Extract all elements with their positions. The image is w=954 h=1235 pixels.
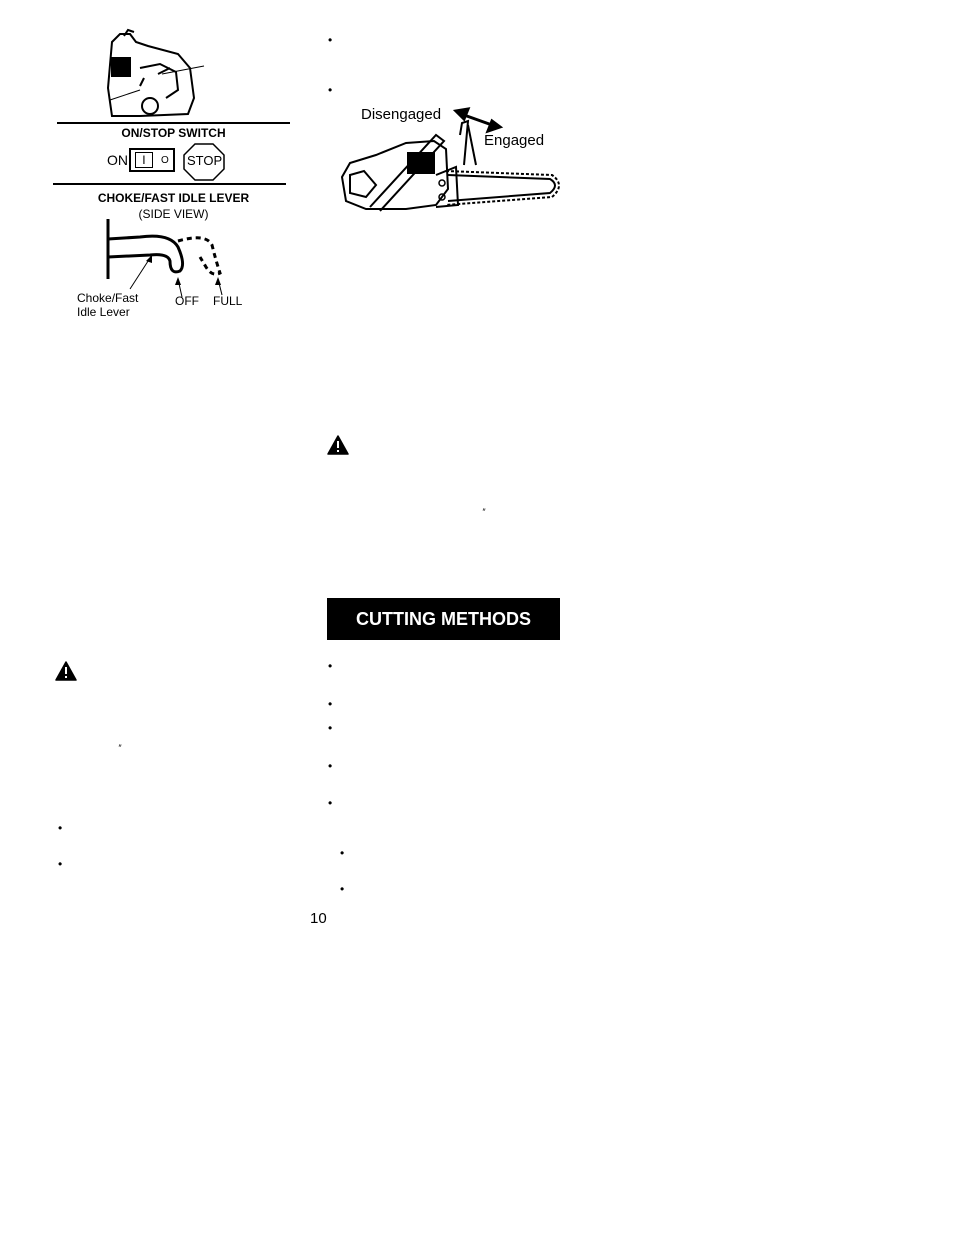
choke-lever-label xyxy=(77,291,138,319)
chain-brake-illustration xyxy=(336,105,562,215)
page-number: 10 xyxy=(310,910,327,927)
choke-lever-label-line1: Choke/Fast xyxy=(77,291,139,305)
choke-lever-subtitle: (SIDE VIEW) xyxy=(138,207,209,221)
on-stop-switch[interactable] xyxy=(129,148,175,172)
sub-list-item-bullet: • xyxy=(340,882,345,896)
list-item-bullet: • xyxy=(328,659,333,673)
list-item-bullet: • xyxy=(58,821,63,835)
quote-mark: ″ xyxy=(482,507,486,517)
switch-on-glyph: I xyxy=(135,152,152,168)
on-label: ON xyxy=(107,152,128,168)
list-item-bullet: • xyxy=(328,697,333,711)
list-item-bullet: • xyxy=(328,33,333,47)
warning-triangle-icon xyxy=(327,435,349,455)
sub-list-item-bullet: • xyxy=(340,846,345,860)
list-item-bullet: • xyxy=(58,857,63,871)
on-stop-switch-title: ON/STOP SWITCH xyxy=(121,126,226,140)
disengaged-label: Disengaged xyxy=(361,106,442,123)
divider-rule xyxy=(53,183,286,185)
list-item-bullet: • xyxy=(328,721,333,735)
divider-rule xyxy=(57,122,290,124)
chainsaw-top-illustration xyxy=(100,28,210,120)
off-position-label: OFF xyxy=(175,294,199,308)
engaged-label: Engaged xyxy=(484,132,545,149)
switch-off-glyph: O xyxy=(161,154,169,166)
choke-lever-title: CHOKE/FAST IDLE LEVER xyxy=(97,191,250,205)
choke-lever-illustration xyxy=(100,215,230,300)
warning-triangle-icon xyxy=(55,661,77,681)
choke-lever-label-line2: Idle Lever xyxy=(77,305,130,319)
list-item-bullet: • xyxy=(328,759,333,773)
list-item-bullet: • xyxy=(328,83,333,97)
quote-mark: ″ xyxy=(118,743,122,753)
list-item-bullet: • xyxy=(328,796,333,810)
cutting-methods-heading: CUTTING METHODS xyxy=(327,598,560,640)
full-position-label: FULL xyxy=(213,294,243,308)
stop-label: STOP xyxy=(187,153,223,168)
